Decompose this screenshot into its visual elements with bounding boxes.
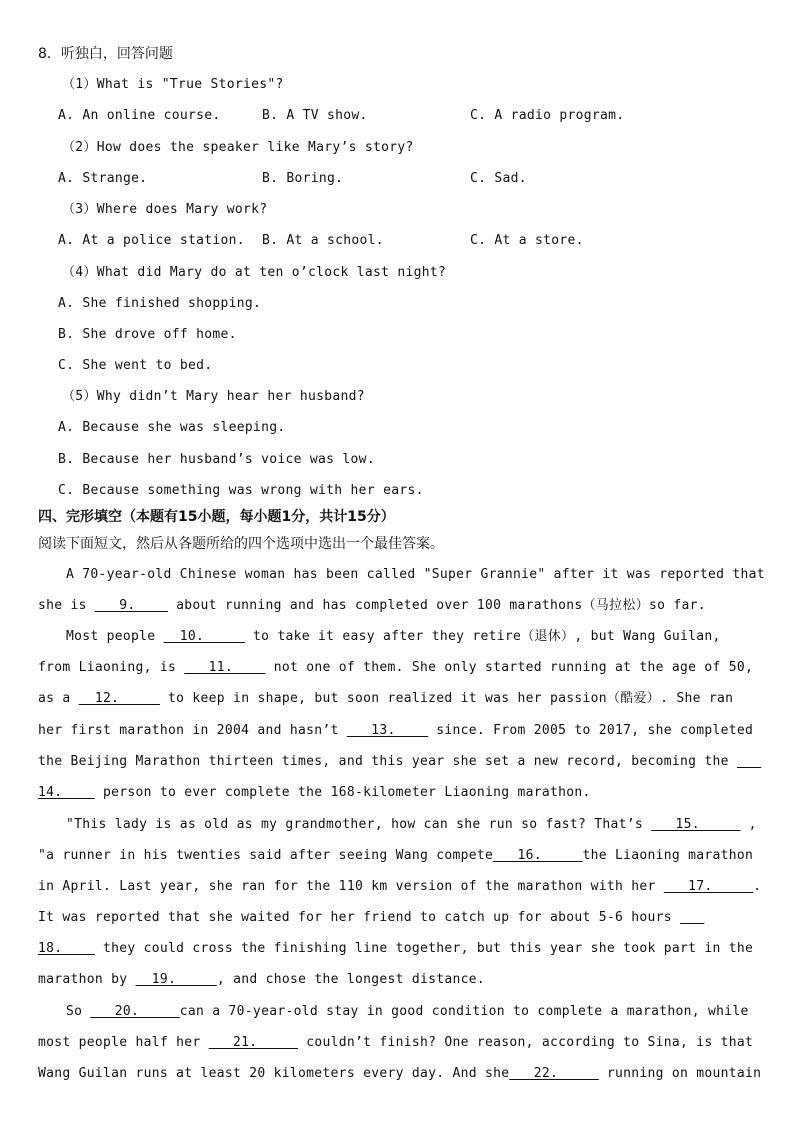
passage-text: to keep in shape, but soon realized it was her passion（酷爱）. She ran	[159, 691, 734, 706]
q2-option-b: B. Boring.	[262, 171, 344, 186]
passage-line	[38, 847, 753, 865]
q5-option-a: A. Because she was sleeping.	[58, 420, 286, 435]
passage-text: A 70-year-old Chinese woman has been called "Super Grannie" after it was reported that	[66, 567, 765, 582]
passage-text: Wang Guilan runs at least 20 kilometers every day. And she	[38, 1066, 510, 1081]
passage-line	[38, 659, 753, 677]
q3-option-a: A. At a police station.	[58, 233, 245, 248]
blank-18-start	[680, 909, 704, 927]
q3-option-c: C. At a store.	[470, 233, 584, 248]
passage-text: about running and has completed over 100 marathons（马拉松）so far.	[168, 598, 706, 613]
cloze-instruction: 阅读下面短文，然后从各题所给的四个选项中选出一个最佳答案。	[38, 536, 444, 552]
passage-text: .	[753, 879, 762, 894]
passage-line	[66, 628, 721, 646]
passage-line	[38, 1065, 761, 1083]
passage-text: "This lady is as old as my grandmother, how can she run so fast? That’s	[66, 817, 652, 832]
q4-option-b: B. She drove off home.	[58, 327, 237, 342]
passage-line	[66, 566, 765, 584]
passage-text: "a runner in his twenties said after seeing Wang compete	[38, 848, 494, 863]
passage-text: , and chose the longest distance.	[216, 972, 485, 987]
passage-text: her first marathon in 2004 and hasn’t	[38, 723, 347, 738]
passage-line	[38, 909, 704, 927]
blank-20: 20.	[90, 1004, 180, 1019]
passage-line	[38, 971, 485, 989]
blank-18: 18.	[38, 941, 95, 956]
passage-text: ,	[740, 817, 757, 832]
passage-text: not one of them. She only started running at the age of 50,	[265, 660, 754, 675]
passage-text: It was reported that she waited for her friend to catch up for about 5-6 hours	[38, 910, 681, 925]
blank-10: 10.	[163, 629, 245, 644]
blank-15: 15.	[651, 817, 741, 832]
blank-14: 14.	[38, 785, 95, 800]
q1-option-a: A. An online course.	[58, 108, 221, 123]
passage-text: as a	[38, 691, 79, 706]
q2-option-c: C. Sad.	[470, 171, 527, 186]
passage-text: since. From 2005 to 2017, she completed	[428, 723, 754, 738]
passage-line	[38, 940, 753, 958]
blank-19: 19.	[135, 972, 217, 987]
q3-stem: （3）Where does Mary work?	[62, 202, 268, 217]
q1-stem: （1）What is "True Stories"?	[62, 77, 284, 92]
q3-option-b: B. At a school.	[262, 233, 384, 248]
passage-line	[38, 597, 706, 615]
passage-text: she is	[38, 598, 95, 613]
passage-text: the Liaoning marathon	[582, 848, 754, 863]
q4-option-c: C. She went to bed.	[58, 358, 213, 373]
passage-line	[38, 1034, 753, 1052]
blank-12: 12.	[78, 691, 160, 706]
q4-stem: （4）What did Mary do at ten o’clock last night?	[62, 265, 447, 280]
passage-line	[38, 690, 733, 708]
passage-line	[38, 722, 753, 740]
passage-text: couldn’t finish? One reason, according to Sina, is that	[298, 1035, 754, 1050]
q1-option-c: C. A radio program.	[470, 108, 625, 123]
q5-option-c: C. Because something was wrong with her ears.	[58, 483, 424, 498]
passage-line	[66, 816, 757, 834]
passage-text: So	[66, 1004, 91, 1019]
blank-14-start	[737, 753, 761, 771]
passage-line	[66, 1003, 749, 1021]
cloze-section-title: 四、完形填空（本题有15小题，每小题1分，共计15分）	[38, 509, 395, 525]
passage-text: Most people	[66, 629, 164, 644]
passage-text: in April. Last year, she ran for the 110 km version of the marathon with her	[38, 879, 664, 894]
passage-text: running on mountain	[598, 1066, 762, 1081]
blank-9: 9.	[94, 598, 169, 613]
passage-line	[38, 753, 761, 771]
blank-21: 21.	[208, 1035, 299, 1050]
q2-stem: （2）How does the speaker like Mary’s story?	[62, 140, 414, 155]
passage-text: from Liaoning, is	[38, 660, 185, 675]
q5-stem: （5）Why didn’t Mary hear her husband?	[62, 389, 365, 404]
passage-text: can a 70-year-old stay in good condition to complete a marathon, while	[179, 1004, 749, 1019]
blank-17: 17.	[663, 879, 754, 894]
passage-line	[38, 878, 761, 896]
blank-11: 11.	[184, 660, 266, 675]
passage-text: to take it easy after they retire（退休）, but Wang Guilan,	[244, 629, 721, 644]
passage-text: most people half her	[38, 1035, 209, 1050]
q4-option-a: A. She finished shopping.	[58, 296, 262, 311]
blank-22: 22.	[509, 1066, 599, 1081]
passage-line	[38, 784, 591, 802]
passage-text: person to ever complete the 168-kilometer Liaoning marathon.	[94, 785, 591, 800]
blank-16: 16.	[493, 848, 583, 863]
passage-text: marathon by	[38, 972, 136, 987]
q5-option-b: B. Because her husband’s voice was low.	[58, 452, 375, 467]
listening-title: 8．听独白，回答问题	[38, 46, 173, 62]
q1-option-b: B. A TV show.	[262, 108, 368, 123]
q2-option-a: A. Strange.	[58, 171, 148, 186]
blank-13: 13.	[346, 723, 429, 738]
passage-text: the Beijing Marathon thirteen times, and this year she set a new record, becoming the	[38, 754, 737, 769]
passage-text: they could cross the finishing line together, but this year she took part in the	[94, 941, 754, 956]
